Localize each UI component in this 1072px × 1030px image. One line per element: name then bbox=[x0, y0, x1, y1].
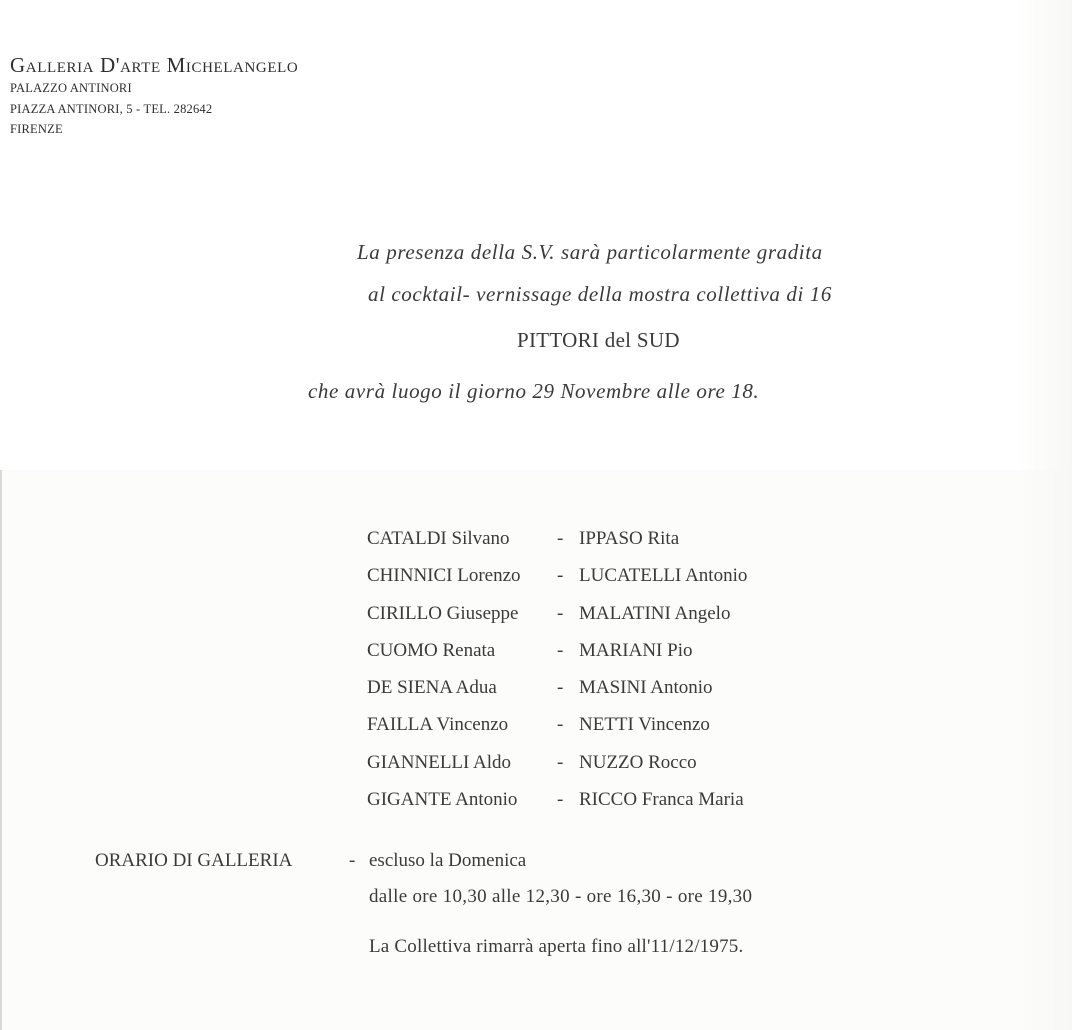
artist-name-right: IPPASO Rita bbox=[579, 528, 680, 549]
artist-name-right: MARIANI Pio bbox=[579, 639, 693, 661]
invitation-line-1: La presenza della S.V. sarà particolarmente gradita bbox=[357, 240, 823, 264]
page-edge-shadow bbox=[1018, 0, 1072, 1030]
hours-times: dalle ore 10,30 alle 12,30 - ore 16,30 - ore 19,30 bbox=[369, 886, 753, 907]
address-line-piazza: PIAZZA ANTINORI, 5 - TEL. 282642 bbox=[10, 101, 213, 116]
artist-separator: - bbox=[557, 789, 564, 811]
artist-name-left: GIANNELLI Aldo bbox=[367, 751, 512, 773]
artist-name-left: CIRILLO Giuseppe bbox=[367, 602, 519, 624]
closing-date-note: La Collettiva rimarrà aperta fino all'11/12/1975. bbox=[369, 936, 744, 957]
artist-name-left: GIGANTE Antonio bbox=[367, 789, 518, 811]
artist-separator: - bbox=[557, 528, 564, 549]
artist-name-right: MALATINI Angelo bbox=[579, 602, 731, 624]
artist-name-left: FAILLA Vincenzo bbox=[367, 714, 509, 736]
artist-separator: - bbox=[557, 751, 564, 773]
address-line-city: FIRENZE bbox=[10, 122, 63, 136]
address-line-palazzo: PALAZZO ANTINORI bbox=[10, 81, 132, 95]
gallery-name: Galleria D'arte Michelangelo bbox=[10, 53, 299, 77]
artist-name-right: LUCATELLI Antonio bbox=[579, 565, 748, 587]
invitation-line-2: al cocktail- vernissage della mostra collettiva di 16 bbox=[368, 282, 832, 306]
artist-name-left: DE SIENA Adua bbox=[367, 677, 497, 699]
artist-separator: - bbox=[557, 714, 564, 736]
artist-name-left: CATALDI Silvano bbox=[367, 528, 510, 549]
artist-name-right: RICCO Franca Maria bbox=[579, 789, 744, 811]
exhibition-title: PITTORI del SUD bbox=[517, 328, 680, 352]
letterhead bbox=[10, 52, 298, 140]
artist-name-right: NETTI Vincenzo bbox=[579, 714, 710, 736]
artist-separator: - bbox=[557, 677, 564, 699]
artist-name-right: NUZZO Rocco bbox=[579, 751, 697, 773]
artist-name-right: MASINI Antonio bbox=[579, 677, 713, 699]
artist-separator: - bbox=[557, 565, 564, 587]
artist-name-left: CUOMO Renata bbox=[367, 639, 496, 661]
artist-name-left: CHINNICI Lorenzo bbox=[367, 565, 521, 587]
gallery-hours-label: ORARIO DI GALLERIA bbox=[95, 850, 293, 871]
hours-separator: - bbox=[349, 850, 356, 871]
artist-separator: - bbox=[557, 639, 564, 661]
hours-note: escluso la Domenica bbox=[369, 850, 527, 871]
artist-separator: - bbox=[557, 602, 564, 624]
invitation-line-date: che avrà luogo il giorno 29 Novembre alle ore 18. bbox=[308, 379, 760, 403]
